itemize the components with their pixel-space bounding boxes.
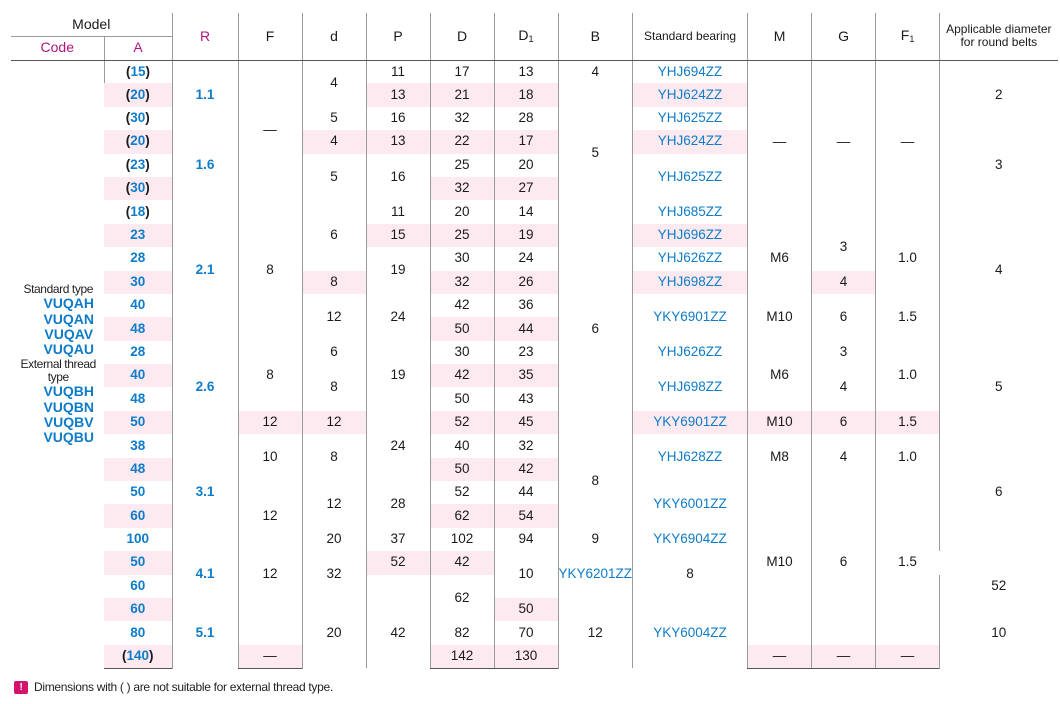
a-value: 20 (130, 86, 146, 102)
r-header: R (172, 13, 238, 60)
bearing-header: Standard bearing (633, 13, 748, 60)
d1-cell: 94 (494, 528, 558, 551)
p-cell: 19 (366, 247, 430, 294)
p-cell: 37 (366, 528, 430, 551)
d1-cell: 54 (494, 504, 558, 527)
bearing-cell: YHJ696ZZ (633, 224, 748, 247)
d1-cell: 43 (494, 387, 558, 410)
d-cell: 12 (302, 294, 366, 341)
a-value: 30 (130, 180, 146, 196)
f1-cell: 1.5 (876, 481, 940, 645)
r-cell: 1.1 (172, 60, 238, 130)
g-cell: 6 (812, 294, 876, 341)
m-cell: M6 (748, 341, 812, 411)
p-cell: 13 (366, 130, 430, 153)
table-row (11, 411, 1058, 434)
a-cell (104, 177, 172, 200)
applicable-cell: 6 (940, 434, 1058, 551)
f-cell: 12 (238, 481, 302, 551)
b-cell: 6 (558, 224, 633, 435)
a-cell (104, 107, 172, 130)
p-cell: 16 (366, 107, 430, 130)
a-cell: 100 (126, 531, 150, 547)
g-cell: — (812, 645, 876, 668)
d-header: d (302, 13, 366, 60)
d1-header-base: D (518, 26, 529, 43)
dia-cell: 32 (430, 271, 494, 294)
d-cell: 20 (302, 528, 366, 551)
b-cell: 10 (494, 551, 558, 598)
r-cell: 3.1 (172, 434, 238, 551)
dia-cell: 40 (430, 434, 494, 457)
p-cell: 16 (366, 154, 430, 201)
p-cell: 24 (366, 294, 430, 341)
a-cell (104, 200, 172, 223)
f-cell: 12 (238, 411, 302, 434)
d-cell: 6 (302, 341, 366, 364)
paren-close: ) (145, 203, 150, 219)
bearing-cell: YKY6901ZZ (633, 294, 748, 341)
a-value: 15 (130, 63, 146, 79)
d-cell: 4 (302, 60, 366, 107)
f-cell: 10 (238, 434, 302, 481)
r-cell: 2.6 (172, 341, 238, 435)
dia-cell: 50 (430, 458, 494, 481)
b-cell: 8 (558, 434, 633, 528)
p-cell: 32 (302, 551, 366, 598)
dia-cell: 20 (430, 200, 494, 223)
p-cell: 42 (366, 598, 430, 668)
d1-cell: 70 (494, 621, 558, 644)
paren-open: ( (125, 156, 131, 172)
bearing-cell: YHJ625ZZ (633, 154, 748, 201)
g-cell: 6 (812, 411, 876, 434)
d-cell: 12 (302, 481, 366, 528)
dia-cell: 50 (430, 387, 494, 410)
a-cell: 48 (130, 460, 146, 476)
a-cell (104, 83, 172, 106)
a-value: 30 (130, 110, 146, 126)
applicable-cell: 8 (633, 551, 748, 598)
p-cell: 11 (366, 200, 430, 223)
bearing-cell: YHJ626ZZ (633, 341, 748, 364)
p-cell: 19 (366, 341, 430, 411)
f1-cell: — (876, 645, 940, 668)
d1-cell: 13 (494, 60, 558, 83)
dia-cell: 52 (430, 481, 494, 504)
paren-close: ) (145, 63, 151, 79)
d1-cell: 23 (494, 341, 558, 364)
g-cell: 4 (812, 434, 876, 481)
external-type-label: External thread type (20, 356, 96, 384)
d-cell: 12 (238, 551, 302, 598)
dia-cell: 82 (430, 621, 494, 644)
a-value: 23 (130, 156, 146, 172)
r-cell: 1.6 (172, 130, 238, 200)
dia-cell: 62 (430, 504, 494, 527)
paren-close: ) (145, 133, 150, 149)
d1-cell: 42 (494, 458, 558, 481)
a-cell: 40 (130, 297, 146, 313)
m-cell: M6 (748, 224, 812, 294)
paren-open: ( (121, 647, 127, 663)
b-cell: 5 (558, 83, 633, 223)
a-cell: 30 (130, 273, 146, 289)
a-cell (104, 154, 172, 177)
code-header: Code (11, 36, 104, 60)
paren-open: ( (125, 86, 131, 102)
applicable-cell: 2 (940, 60, 1058, 130)
type-code: VUQAH (43, 295, 95, 312)
d1-cell: 130 (494, 645, 558, 668)
d1-cell: 35 (494, 364, 558, 387)
paren-open: ( (125, 110, 131, 126)
table-row (11, 224, 1058, 247)
f1-cell: 1.5 (876, 411, 940, 434)
f1-cell: 1.0 (876, 224, 940, 294)
r-cell: 4.1 (172, 551, 238, 598)
paren-close: ) (149, 647, 154, 663)
p-cell: 15 (366, 224, 430, 247)
f-cell (366, 575, 430, 598)
applicable-cell: 4 (940, 200, 1058, 340)
d-cell: 20 (302, 598, 366, 668)
f-cell: — (238, 60, 302, 200)
bearing-cell: YKY6901ZZ (633, 411, 748, 434)
type-code: VUQBH (43, 383, 95, 400)
p-cell: 24 (366, 411, 430, 481)
p-cell: 28 (366, 481, 430, 528)
b-cell: 12 (558, 598, 633, 668)
paren-close: ) (145, 180, 150, 196)
dia-cell: 21 (430, 83, 494, 106)
p-cell: 13 (366, 83, 430, 106)
paren-open: ( (125, 133, 131, 149)
type-code: VUQAN (43, 310, 95, 327)
d1-cell: 17 (494, 130, 558, 153)
dia-cell: 30 (430, 341, 494, 364)
p-cell: 11 (366, 60, 430, 83)
r-cell: 2.1 (172, 200, 238, 340)
standard-type-label: Standard type (23, 281, 94, 296)
applicable-header (940, 13, 1058, 60)
f1-cell: 1.0 (876, 341, 940, 411)
dia-cell: 102 (430, 528, 494, 551)
a-cell: 50 (130, 414, 146, 430)
bearing-cell: YHJ698ZZ (633, 364, 748, 411)
model-header: Model (11, 13, 172, 36)
dia-cell: 17 (430, 60, 494, 83)
paren-close: ) (145, 110, 150, 126)
bearing-cell: YHJ624ZZ (633, 83, 748, 106)
m-cell: — (748, 60, 812, 224)
applicable-cell: 5 (940, 341, 1058, 435)
a-cell: 50 (130, 484, 146, 500)
applicable-header-line2: for round belts (960, 35, 1038, 50)
type-cell (11, 60, 104, 668)
dia-cell: 25 (430, 154, 494, 177)
f1-header (876, 13, 940, 60)
d1-cell: 19 (494, 224, 558, 247)
table-row (11, 294, 1058, 317)
spec-table-wrapper (11, 13, 1058, 669)
table-row (11, 341, 1058, 364)
a-cell: 60 (130, 601, 146, 617)
b-cell: 9 (558, 528, 633, 551)
table-row (11, 60, 1058, 83)
m-cell: M10 (748, 481, 812, 645)
g-cell: 4 (812, 271, 876, 294)
spec-table (11, 13, 1058, 669)
d-cell: 8 (302, 364, 366, 411)
f-cell: 8 (238, 200, 302, 340)
dia-cell: 32 (430, 177, 494, 200)
dia-cell: 25 (430, 224, 494, 247)
d1-cell: 14 (494, 200, 558, 223)
d-cell: 5 (302, 107, 366, 130)
type-code: VUQBU (43, 429, 95, 446)
type-code: VUQBV (43, 413, 94, 430)
d-cell: 6 (302, 200, 366, 270)
f1-header-sub: 1 (909, 33, 915, 44)
a-value: 20 (130, 133, 146, 149)
d-cell: 12 (302, 411, 366, 434)
bearing-cell: YHJ626ZZ (633, 247, 748, 270)
f-cell: — (238, 645, 302, 668)
a-cell: 40 (130, 367, 146, 383)
footnote-text: Dimensions with ( ) are not suitable for external thread type. (34, 680, 333, 694)
bearing-cell: YKY6001ZZ (633, 481, 748, 528)
f1-cell: — (876, 60, 940, 224)
b-cell: 4 (558, 60, 633, 83)
d1-header-sub: 1 (528, 33, 534, 44)
applicable-cell: 10 (940, 598, 1058, 668)
b-header: B (558, 13, 633, 60)
g-cell: 4 (812, 364, 876, 411)
a-cell: 50 (130, 554, 146, 570)
d-cell: 8 (302, 271, 366, 294)
dia-cell: 30 (430, 247, 494, 270)
footnote (14, 680, 333, 694)
m-cell: M10 (748, 411, 812, 434)
bearing-cell: YKY6201ZZ (558, 551, 633, 598)
f1-cell: 1.0 (876, 434, 940, 481)
d1-cell: 45 (494, 411, 558, 434)
d1-cell: 32 (494, 434, 558, 457)
m-cell: M8 (748, 434, 812, 481)
d1-cell: 44 (494, 481, 558, 504)
f1-header-base: F (900, 26, 910, 43)
a-cell (104, 130, 172, 153)
paren-open: ( (125, 203, 131, 219)
a-cell: 80 (130, 624, 146, 640)
d1-cell: 28 (494, 107, 558, 130)
d-cell: 8 (302, 434, 366, 481)
bearing-cell: YHJ685ZZ (633, 200, 748, 223)
m-cell: — (748, 645, 812, 668)
table-row (11, 481, 1058, 504)
a-cell: 60 (130, 507, 146, 523)
d1-cell: 27 (494, 177, 558, 200)
d1-cell: 42 (430, 551, 494, 574)
dia-cell: 42 (430, 294, 494, 317)
f-header: F (238, 13, 302, 60)
p-header: P (366, 13, 430, 60)
type-code: VUQBN (43, 398, 95, 415)
a-value: 140 (126, 647, 150, 663)
table-row (11, 434, 1058, 457)
bearing-cell: YHJ698ZZ (633, 271, 748, 294)
g-cell: 3 (812, 341, 876, 364)
g-cell: 3 (812, 224, 876, 271)
a-cell: 48 (130, 320, 146, 336)
d1-cell: 18 (494, 83, 558, 106)
d-cell: 5 (302, 154, 366, 201)
d1-cell: 26 (494, 271, 558, 294)
a-cell: 28 (130, 250, 146, 266)
applicable-header-line1: Applicable diameter (946, 22, 1052, 37)
a-header: A (104, 36, 172, 60)
bearing-cell: YKY6904ZZ (633, 528, 748, 551)
d1-header (494, 13, 558, 60)
a-cell: 48 (130, 390, 146, 406)
dia-cell: 52 (430, 411, 494, 434)
paren-open: ( (125, 63, 131, 79)
applicable-cell: 3 (940, 130, 1058, 200)
f-cell (238, 598, 302, 645)
paren-close: ) (145, 86, 150, 102)
d1-cell: 24 (494, 247, 558, 270)
a-cell: 60 (130, 577, 146, 593)
dia-cell: 50 (430, 317, 494, 340)
table-row (11, 645, 1058, 668)
d-cell: 4 (302, 130, 366, 153)
g-header: G (812, 13, 876, 60)
dia-cell: 22 (430, 130, 494, 153)
d1-cell: 36 (494, 294, 558, 317)
a-value: 18 (130, 203, 146, 219)
dia-cell: 42 (430, 364, 494, 387)
dia-cell: 62 (430, 575, 494, 622)
a-cell (104, 645, 172, 668)
dia-cell: 32 (430, 107, 494, 130)
bearing-cell: YHJ628ZZ (633, 434, 748, 481)
dia-header: D (430, 13, 494, 60)
g-cell: 6 (812, 481, 876, 645)
r-cell: 5.1 (172, 598, 238, 668)
bearing-cell: YKY6004ZZ (633, 598, 748, 668)
m-header: M (748, 13, 812, 60)
g-cell: — (812, 60, 876, 224)
m-cell: M10 (748, 294, 812, 341)
a-cell: 28 (130, 343, 146, 359)
type-code: VUQAV (44, 325, 94, 342)
paren-close: ) (145, 156, 150, 172)
f-cell: 8 (238, 341, 302, 411)
warning-icon: ! (14, 681, 28, 694)
bearing-cell: YHJ624ZZ (633, 130, 748, 153)
f1-cell: 1.5 (876, 294, 940, 341)
bearing-cell: YHJ625ZZ (633, 107, 748, 130)
d1-cell: 52 (940, 575, 1058, 598)
a-cell: 38 (130, 437, 146, 453)
a-cell: 23 (130, 227, 146, 242)
paren-open: ( (125, 180, 131, 196)
bearing-cell: YHJ694ZZ (633, 60, 748, 83)
type-code: VUQAU (43, 341, 95, 358)
d1-cell: 44 (494, 317, 558, 340)
d1-cell: 20 (494, 154, 558, 177)
d1-cell: 50 (494, 598, 558, 621)
a-cell (104, 60, 172, 83)
dia-cell: 142 (430, 645, 494, 668)
dia-cell: 52 (366, 551, 430, 574)
